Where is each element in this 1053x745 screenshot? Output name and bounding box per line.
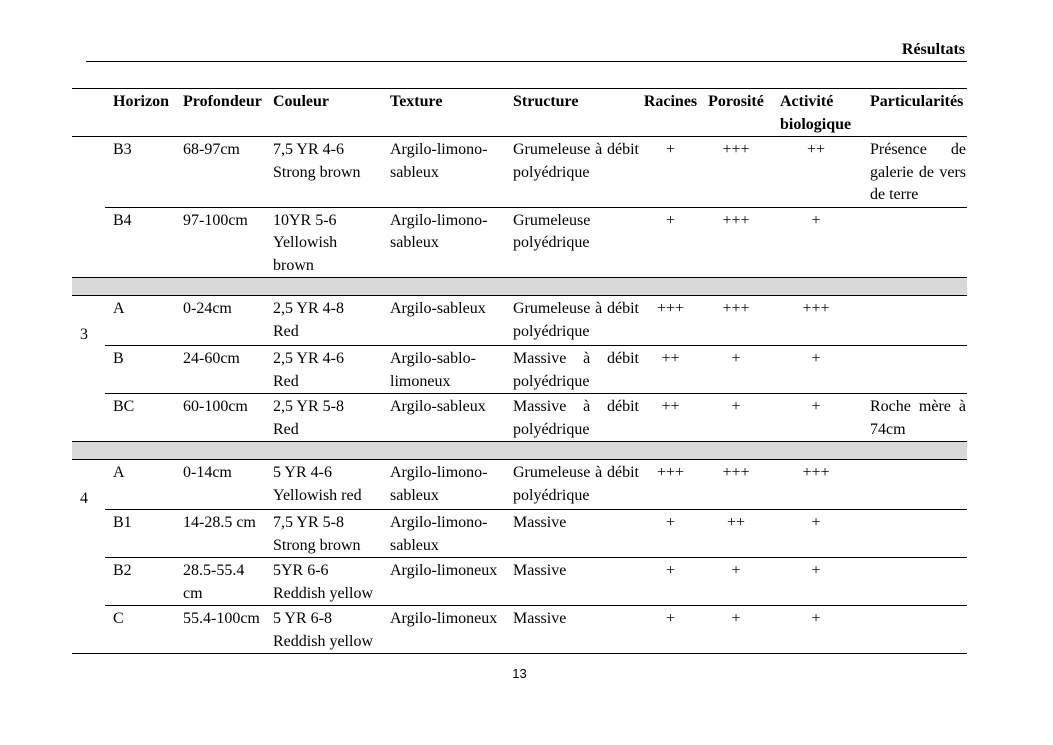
cell-porosite: +++ bbox=[702, 296, 770, 346]
cell-profondeur: 0-14cm bbox=[175, 460, 265, 510]
cell-profile-number: 4 bbox=[80, 490, 88, 507]
cell-activite: + bbox=[770, 558, 862, 606]
cell-horizon: B3 bbox=[105, 137, 175, 208]
cell-couleur bbox=[265, 137, 382, 208]
cell-activite: + bbox=[811, 610, 821, 627]
column-header-horizon: Horizon bbox=[105, 89, 175, 137]
cell-particularites: Présence de galerie de vers de terre bbox=[862, 137, 967, 208]
cell-particularites bbox=[862, 346, 967, 394]
cell-couleur bbox=[265, 394, 382, 442]
cell-profondeur: 0-24cm bbox=[175, 296, 265, 346]
running-header-label: Résultats bbox=[901, 41, 965, 58]
cell-particularites bbox=[862, 296, 967, 346]
cell-porosite: +++ bbox=[702, 460, 770, 510]
cell-profondeur: 97-100cm bbox=[183, 211, 248, 229]
cell-particularites bbox=[862, 558, 967, 606]
couleur-name: Red bbox=[273, 372, 299, 390]
cell-porosite: +++ bbox=[722, 211, 750, 229]
cell-profondeur: 28.5-55.4 cm bbox=[175, 558, 265, 606]
cell-couleur bbox=[265, 606, 382, 654]
table-row-b4 bbox=[72, 207, 967, 278]
column-header-texture: Texture bbox=[382, 89, 505, 137]
separator-band-fill bbox=[72, 442, 967, 460]
cell-activite: +++ bbox=[770, 460, 862, 510]
cell-profondeur: 60-100cm bbox=[183, 398, 248, 415]
cell-activite: +++ bbox=[770, 296, 862, 346]
cell-structure: Massive à débit polyédrique bbox=[505, 346, 639, 394]
cell-activite: + bbox=[811, 398, 821, 415]
table-row-b3 bbox=[72, 137, 967, 208]
column-header-profile bbox=[72, 89, 105, 137]
couleur-code: 7,5 YR 5-8 bbox=[273, 514, 344, 531]
couleur-code: 5YR 6-6 bbox=[273, 562, 329, 579]
cell-horizon: BC bbox=[113, 398, 135, 415]
cell-horizon: B1 bbox=[105, 510, 175, 558]
cell-texture: Argilo-limono-sableux bbox=[382, 137, 505, 208]
cell-profondeur: 14-28.5 cm bbox=[175, 510, 265, 558]
cell-particularites bbox=[862, 207, 967, 278]
cell-texture: Argilo-limono-sableux bbox=[382, 510, 505, 558]
cell-porosite: + bbox=[731, 610, 741, 627]
cell-racines: + bbox=[665, 610, 676, 627]
cell-racines: + bbox=[639, 558, 702, 606]
cell-couleur bbox=[265, 346, 382, 394]
cell-couleur bbox=[265, 296, 382, 346]
column-header-particularites: Particularités bbox=[862, 89, 967, 137]
cell-activite: + bbox=[770, 346, 862, 394]
column-header-porosite: Porosité bbox=[702, 89, 770, 137]
cell-couleur bbox=[265, 460, 382, 510]
cell-racines: +++ bbox=[639, 460, 702, 510]
cell-profondeur: 24-60cm bbox=[175, 346, 265, 394]
cell-horizon: B4 bbox=[113, 211, 132, 229]
column-header-activite-biologique: Activité biologique bbox=[770, 89, 862, 137]
section-separator-band bbox=[72, 278, 967, 296]
table-row-p4-c bbox=[72, 606, 967, 654]
couleur-name: Reddish yellow bbox=[273, 584, 373, 602]
cell-profondeur: 55.4-100cm bbox=[183, 610, 260, 627]
couleur-name: Reddish yellow bbox=[273, 632, 373, 650]
cell-particularites bbox=[862, 460, 967, 510]
separator-band-fill bbox=[72, 278, 967, 296]
couleur-name: Yellowish brown bbox=[273, 234, 338, 274]
column-header-structure: Structure bbox=[505, 89, 639, 137]
cell-racines: ++ bbox=[661, 398, 680, 415]
cell-activite: ++ bbox=[770, 137, 862, 208]
couleur-name: Red bbox=[273, 322, 299, 340]
cell-porosite: + bbox=[702, 346, 770, 394]
couleur-code: 2,5 YR 4-8 bbox=[273, 300, 344, 317]
table-row-p4-b1 bbox=[72, 510, 967, 558]
cell-horizon: A bbox=[105, 460, 175, 510]
cell-porosite: + bbox=[702, 558, 770, 606]
cell-structure: Massive bbox=[505, 510, 639, 558]
cell-profondeur: 68-97cm bbox=[175, 137, 265, 208]
cell-particularites: Roche mère à 74cm bbox=[870, 398, 966, 438]
cell-couleur bbox=[265, 510, 382, 558]
couleur-code: 5 YR 4-6 bbox=[273, 464, 332, 481]
cell-porosite: + bbox=[731, 398, 741, 415]
table-row-p3-a bbox=[72, 296, 967, 346]
cell-porosite: ++ bbox=[702, 510, 770, 558]
cell-horizon: C bbox=[113, 610, 124, 627]
cell-structure: Grumeleuse polyédrique bbox=[513, 211, 591, 251]
cell-structure: Grumeleuse à débit polyédrique bbox=[505, 137, 639, 208]
cell-porosite: +++ bbox=[702, 137, 770, 208]
cell-texture: Argilo-sableux bbox=[382, 296, 505, 346]
column-header-profondeur: Profondeur bbox=[175, 89, 265, 137]
cell-texture: Argilo-sableux bbox=[390, 398, 486, 415]
cell-activite: + bbox=[770, 510, 862, 558]
cell-racines: + bbox=[639, 510, 702, 558]
cell-couleur bbox=[265, 558, 382, 606]
soil-profiles-table bbox=[72, 88, 967, 654]
section-separator-band bbox=[72, 442, 967, 460]
table-row-p3-bc bbox=[72, 394, 967, 442]
cell-structure: Grumeleuse à débit polyédrique bbox=[505, 460, 639, 510]
cell-racines: ++ bbox=[639, 346, 702, 394]
cell-structure: Massive bbox=[505, 558, 639, 606]
cell-racines: +++ bbox=[639, 296, 702, 346]
cell-texture: Argilo-limoneux bbox=[390, 610, 498, 627]
table-row-p4-a bbox=[72, 460, 967, 510]
cell-texture: Argilo-limoneux bbox=[382, 558, 505, 606]
cell-profile-number: 3 bbox=[80, 326, 88, 343]
cell-particularites bbox=[862, 510, 967, 558]
column-header-racines: Racines bbox=[639, 89, 702, 137]
page-number: 13 bbox=[512, 666, 527, 681]
cell-racines: + bbox=[665, 211, 676, 229]
running-header bbox=[86, 38, 967, 62]
cell-structure: Massive bbox=[513, 610, 567, 627]
couleur-name: Yellowish red bbox=[273, 486, 362, 504]
cell-activite: + bbox=[811, 211, 821, 229]
cell-particularites bbox=[862, 606, 967, 654]
cell-texture: Argilo-sablo-limoneux bbox=[382, 346, 505, 394]
couleur-code: 2,5 YR 4-6 bbox=[273, 350, 344, 367]
cell-horizon: B2 bbox=[105, 558, 175, 606]
cell-structure: Massive à débit polyédrique bbox=[513, 398, 639, 438]
table-row-p3-b bbox=[72, 346, 967, 394]
couleur-name: Red bbox=[273, 420, 299, 438]
table-row-p4-b2 bbox=[72, 558, 967, 606]
couleur-name: Strong brown bbox=[273, 536, 361, 554]
cell-texture: Argilo-limono-sableux bbox=[390, 211, 488, 251]
cell-racines: + bbox=[639, 137, 702, 208]
page-footer bbox=[72, 666, 967, 681]
cell-couleur bbox=[265, 207, 382, 278]
couleur-code: 2,5 YR 5-8 bbox=[273, 398, 344, 415]
table-header-row bbox=[72, 89, 967, 137]
cell-texture: Argilo-limono-sableux bbox=[382, 460, 505, 510]
cell-profile-number bbox=[72, 137, 105, 278]
couleur-code: 10YR 5-6 bbox=[273, 211, 337, 229]
column-header-couleur: Couleur bbox=[265, 89, 382, 137]
cell-horizon: A bbox=[105, 296, 175, 346]
couleur-code: 5 YR 6-8 bbox=[273, 610, 332, 627]
cell-structure: Grumeleuse à débit polyédrique bbox=[505, 296, 639, 346]
cell-horizon: B bbox=[105, 346, 175, 394]
couleur-code: 7,5 YR 4-6 bbox=[273, 141, 344, 158]
couleur-name: Strong brown bbox=[273, 163, 361, 181]
